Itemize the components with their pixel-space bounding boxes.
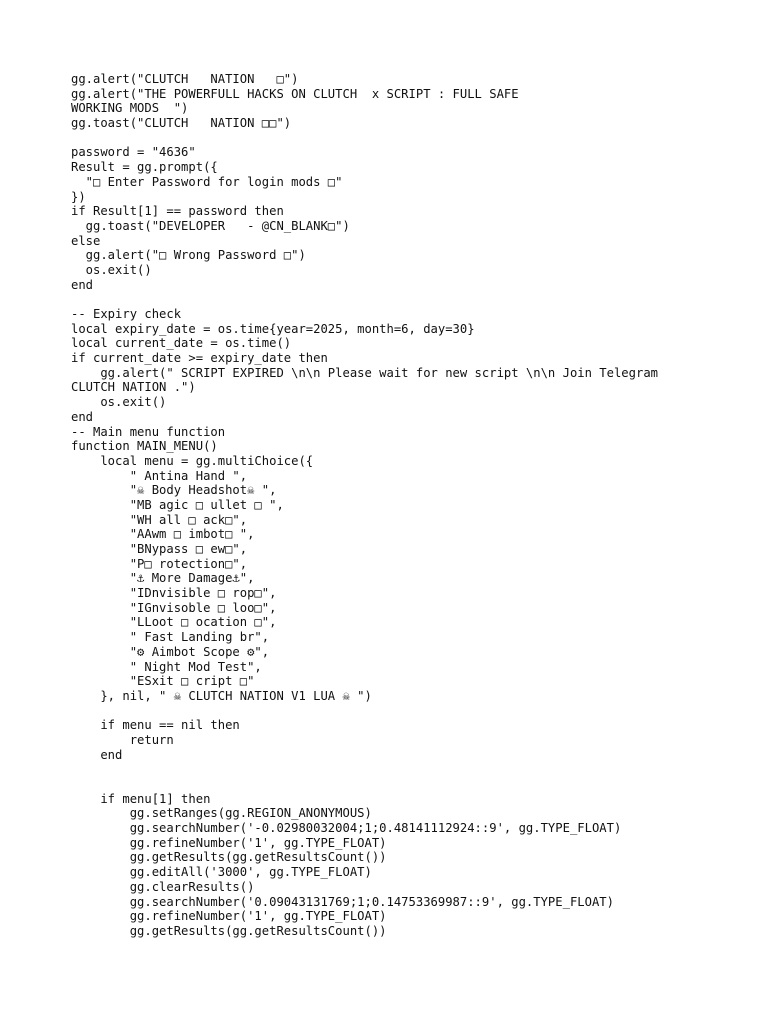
- code-line: gg.alert("□ Wrong Password □"): [71, 248, 306, 263]
- code-line: gg.alert("CLUTCH NATION □"): [71, 72, 299, 86]
- code-line: if current_date >= expiry_date then: [71, 351, 328, 366]
- code-line: }, nil, " ☠ CLUTCH NATION V1 LUA ☠ "): [71, 688, 372, 703]
- code-line: " Antina Hand ",: [71, 468, 248, 483]
- code-line: [71, 777, 741, 792]
- code-line: "□ Enter Password for login mods □": [71, 174, 343, 189]
- code-line: password = "4636": [71, 145, 196, 160]
- code-line: WORKING MODS "): [71, 101, 189, 116]
- code-line: "P□ rotection□",: [71, 556, 248, 571]
- code-line: -- Expiry check: [71, 307, 182, 321]
- code-line: "⚓ More Damage⚓",: [71, 571, 255, 586]
- code-line: gg.searchNumber('0.09043131769;1;0.14753369987::9', gg.TYPE_FLOAT): [71, 894, 614, 909]
- code-line: "ESxit □ cript □": [71, 674, 255, 689]
- code-line: gg.toast("CLUTCH NATION □□"): [71, 116, 292, 131]
- code-line: CLUTCH NATION ."): [71, 380, 196, 395]
- code-line: "WH all □ ack□",: [71, 512, 248, 527]
- code-line: [71, 704, 741, 719]
- code-line: gg.refineNumber('1', gg.TYPE_FLOAT): [71, 909, 387, 924]
- code-line: if menu == nil then: [71, 718, 240, 733]
- code-line: gg.editAll('3000', gg.TYPE_FLOAT): [71, 865, 372, 880]
- code-line: gg.alert(" SCRIPT EXPIRED \n\n Please wait for new script \n\n Join Telegram: [71, 365, 658, 380]
- code-line: "MB agic □ ullet □ ",: [71, 497, 284, 512]
- code-line: end: [71, 277, 94, 292]
- code-line: else: [71, 233, 101, 248]
- code-line: " Night Mod Test",: [71, 659, 262, 674]
- code-line: local expiry_date = os.time{year=2025, month=6, day=30}: [71, 321, 475, 336]
- code-line: [71, 762, 741, 777]
- code-line: return: [71, 732, 174, 747]
- code-line: "BNypass □ ew□",: [71, 542, 248, 556]
- code-line: gg.clearResults(): [71, 879, 255, 894]
- code-line: gg.searchNumber('-0.02980032004;1;0.48141112924::9', gg.TYPE_FLOAT): [71, 821, 622, 836]
- code-line: local menu = gg.multiChoice({: [71, 453, 314, 468]
- code-line: "AAwm □ imbot□ ",: [71, 527, 255, 542]
- code-line: Result = gg.prompt({: [71, 160, 218, 175]
- code-line: }): [71, 189, 86, 204]
- code-line: if Result[1] == password then: [71, 204, 284, 219]
- code-line: gg.getResults(gg.getResultsCount()): [71, 850, 387, 865]
- code-document: [71, 72, 741, 939]
- code-line: " Fast Landing br",: [71, 630, 270, 645]
- code-line: "LLoot □ ocation □",: [71, 615, 277, 630]
- code-line: "⚙ Aimbot Scope ⚙",: [71, 644, 270, 659]
- code-line: gg.alert("THE POWERFULL HACKS ON CLUTCH x SCRIPT : FULL SAFE: [71, 86, 519, 101]
- code-line: "IDnvisible □ rop□",: [71, 586, 277, 601]
- code-line: gg.getResults(gg.getResultsCount()): [71, 923, 387, 938]
- code-line: if menu[1] then: [71, 791, 211, 806]
- code-line: [71, 131, 741, 146]
- code-line: "☠ Body Headshot☠ ",: [71, 483, 277, 498]
- code-line: gg.refineNumber('1', gg.TYPE_FLOAT): [71, 835, 387, 850]
- code-line: [71, 292, 741, 307]
- code-line: -- Main menu function: [71, 424, 226, 439]
- code-line: end: [71, 409, 94, 424]
- code-line: function MAIN_MENU(): [71, 439, 218, 454]
- code-line: end: [71, 747, 123, 762]
- code-line: os.exit(): [71, 262, 152, 277]
- code-line: gg.toast("DEVELOPER - @CN_BLANK□"): [71, 218, 350, 233]
- code-line: local current_date = os.time(): [71, 336, 292, 351]
- code-line: gg.setRanges(gg.REGION_ANONYMOUS): [71, 806, 372, 821]
- code-line: os.exit(): [71, 395, 167, 410]
- code-line: "IGnvisoble □ loo□",: [71, 600, 277, 615]
